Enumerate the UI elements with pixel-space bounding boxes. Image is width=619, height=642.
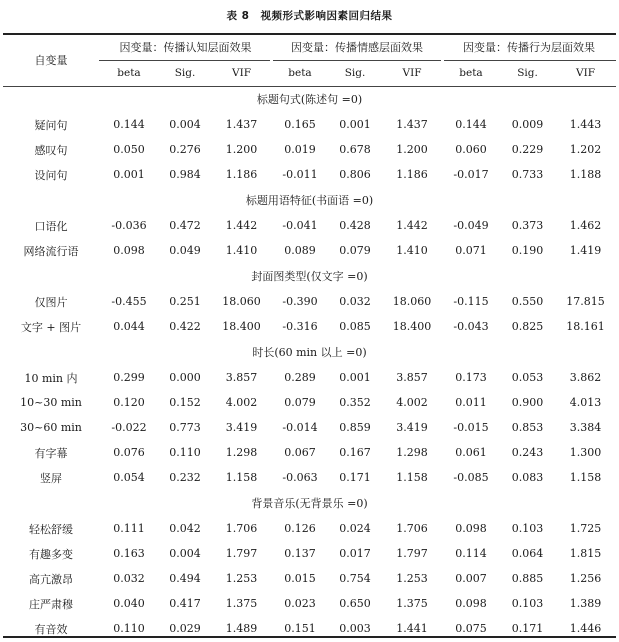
table-cell: 1.725: [569, 522, 602, 535]
table-row: [3, 541, 616, 566]
table-cell: 1.158: [225, 471, 258, 484]
section-row: [3, 339, 616, 365]
table-cell: 0.229: [511, 143, 544, 156]
table-cell: 1.200: [225, 143, 258, 156]
section-row: [3, 187, 616, 213]
table-cell: 0.089: [284, 244, 316, 257]
row-variable-name: 疑问句: [34, 118, 68, 132]
table-cell: 0.001: [339, 371, 371, 384]
table-cell: 1.298: [396, 446, 428, 459]
table-row: [3, 365, 616, 390]
table-cell: 1.437: [396, 118, 428, 131]
table-cell: 0.098: [455, 597, 487, 610]
table-cell: -0.014: [282, 421, 318, 434]
table-caption: 表 8 视频形式影响因素回归结果: [226, 10, 393, 22]
table-cell: 17.815: [566, 295, 605, 308]
table-cell: 0.032: [113, 572, 145, 585]
table-cell: 0.428: [339, 219, 371, 232]
table-cell: 1.706: [396, 522, 428, 535]
table-row: [3, 137, 616, 162]
subheader-vif: VIF: [231, 67, 252, 79]
table-cell: 1.797: [396, 547, 428, 560]
table-cell: 1.437: [225, 118, 258, 131]
table-cell: 1.298: [225, 446, 258, 459]
row-variable-name: 网络流行语: [23, 244, 79, 258]
table-cell: 0.001: [113, 168, 145, 181]
table-row: [3, 390, 616, 415]
table-row: [3, 465, 616, 490]
table-cell: 0.173: [455, 371, 487, 384]
table-cell: 18.060: [392, 295, 432, 308]
table-cell: 1.253: [225, 572, 258, 585]
table-cell: 0.352: [339, 396, 371, 409]
row-variable-name: 仅图片: [34, 295, 68, 309]
section-title: 标题句式(陈述句 =0): [256, 93, 363, 106]
table-cell: 1.253: [396, 572, 428, 585]
table-cell: 1.441: [396, 622, 428, 635]
header-group-cognitive: 因变量：传播认知层面效果: [119, 41, 252, 54]
table-row: [3, 162, 616, 187]
table-cell: 0.009: [511, 118, 544, 131]
table-cell: 0.001: [339, 118, 371, 131]
table-cell: 0.075: [455, 622, 487, 635]
group-underline-behavioral: [444, 60, 616, 61]
table-cell: 18.161: [566, 320, 605, 333]
subheader-vif: VIF: [575, 67, 596, 79]
table-cell: -0.036: [111, 219, 147, 232]
table-cell: 1.815: [569, 547, 602, 560]
table-cell: 0.079: [339, 244, 371, 257]
table-cell: 0.103: [511, 597, 544, 610]
row-variable-name: 有字幕: [34, 446, 68, 460]
bottom-rule: [3, 636, 616, 638]
subheader-sig: Sig.: [517, 67, 538, 79]
row-variable-name: 感叹句: [34, 143, 68, 157]
table-cell: 0.060: [455, 143, 487, 156]
table-cell: 0.853: [511, 421, 544, 434]
row-variable-name: 庄严肃穆: [29, 597, 73, 611]
section-title: 时长(60 min 以上 =0): [252, 346, 367, 359]
table-row: [3, 238, 616, 263]
table-row: [3, 415, 616, 440]
table-cell: 0.067: [284, 446, 316, 459]
table-cell: 1.706: [225, 522, 258, 535]
row-variable-name: 10~30 min: [20, 396, 82, 409]
table-cell: 0.071: [455, 244, 487, 257]
table-cell: 1.158: [396, 471, 428, 484]
row-variable-name: 高亢激昂: [29, 572, 73, 586]
table-cell: 0.373: [511, 219, 544, 232]
table-row: [3, 213, 616, 238]
table-cell: 0.163: [113, 547, 145, 560]
table-cell: 0.243: [511, 446, 544, 459]
table-cell: -0.041: [282, 219, 318, 232]
table-cell: 1.375: [396, 597, 428, 610]
table-cell: 1.442: [396, 219, 428, 232]
table-cell: 0.550: [511, 295, 544, 308]
table-cell: -0.043: [453, 320, 489, 333]
table-cell: -0.455: [111, 295, 147, 308]
table-cell: 0.678: [339, 143, 371, 156]
table-cell: 3.419: [225, 421, 258, 434]
regression-table: [3, 34, 616, 641]
table-cell: 0.024: [339, 522, 371, 535]
table-cell: 0.152: [169, 396, 201, 409]
table-cell: -0.115: [453, 295, 489, 308]
table-row: [3, 289, 616, 314]
table-cell: 0.232: [169, 471, 201, 484]
table-cell: 0.472: [169, 219, 201, 232]
row-variable-name: 30~60 min: [20, 421, 82, 434]
table-cell: 18.060: [222, 295, 261, 308]
table-cell: 0.126: [284, 522, 316, 535]
header-rule: [3, 86, 616, 87]
table-cell: 1.256: [569, 572, 602, 585]
table-cell: 0.422: [169, 320, 201, 333]
row-variable-name: 设问句: [34, 168, 68, 182]
table-cell: 3.384: [569, 421, 602, 434]
table-cell: 0.098: [455, 522, 487, 535]
table-cell: -0.049: [453, 219, 489, 232]
table-cell: -0.015: [453, 421, 489, 434]
section-title: 背景音乐(无背景乐 =0): [251, 497, 368, 510]
table-cell: 0.111: [113, 522, 145, 535]
subheader-sig: Sig.: [344, 67, 366, 79]
table-cell: 4.013: [569, 396, 602, 409]
subheader-beta: beta: [117, 67, 141, 79]
table-cell: 0.494: [169, 572, 201, 585]
subheader-sig: Sig.: [174, 67, 196, 79]
table-cell: 4.002: [396, 396, 428, 409]
table-row: [3, 440, 616, 465]
table-cell: 1.489: [225, 622, 258, 635]
table-cell: 0.165: [284, 118, 316, 131]
table-cell: 0.044: [113, 320, 145, 333]
table-cell: 0.276: [169, 143, 201, 156]
table-cell: 0.076: [113, 446, 145, 459]
table-cell: 0.015: [284, 572, 316, 585]
table-cell: 0.773: [169, 421, 201, 434]
table-cell: 0.110: [113, 622, 145, 635]
table-cell: 0.064: [511, 547, 544, 560]
header-group-behavioral: 因变量：传播行为层面效果: [463, 41, 595, 54]
table-cell: -0.390: [282, 295, 318, 308]
table-cell: 3.862: [569, 371, 602, 384]
table-cell: 0.003: [339, 622, 371, 635]
section-title: 标题用语特征(书面语 =0): [245, 194, 374, 207]
table-cell: -0.063: [282, 471, 318, 484]
table-cell: 0.103: [511, 522, 544, 535]
section-title: 封面图类型(仅文字 =0): [251, 270, 368, 283]
table-cell: 1.389: [569, 597, 602, 610]
table-cell: 0.054: [113, 471, 145, 484]
table-cell: 0.137: [284, 547, 316, 560]
table-cell: 0.079: [284, 396, 316, 409]
table-cell: 0.019: [284, 143, 316, 156]
table-cell: 0.049: [169, 244, 201, 257]
table-cell: 18.400: [222, 320, 261, 333]
table-cell: 1.158: [569, 471, 602, 484]
row-variable-name: 文字 + 图片: [20, 320, 82, 334]
table-cell: 0.900: [511, 396, 544, 409]
subheader-vif: VIF: [402, 67, 422, 79]
table-cell: 0.032: [339, 295, 371, 308]
table-cell: 0.085: [339, 320, 371, 333]
table-cell: 0.806: [339, 168, 371, 181]
table-cell: 1.410: [225, 244, 258, 257]
section-row: [3, 263, 616, 289]
table-cell: 0.017: [339, 547, 371, 560]
row-variable-name: 竖屏: [40, 471, 62, 485]
table-cell: 0.042: [169, 522, 201, 535]
section-row: [3, 490, 616, 516]
table-cell: 1.375: [225, 597, 258, 610]
table-cell: 0.167: [339, 446, 371, 459]
table-cell: -0.022: [111, 421, 147, 434]
table-cell: 4.002: [225, 396, 258, 409]
section-row: [3, 86, 616, 112]
table-cell: -0.017: [453, 168, 489, 181]
table-cell: 0.061: [455, 446, 487, 459]
table-cell: 0.144: [455, 118, 487, 131]
table-row: [3, 591, 616, 616]
table-cell: -0.316: [282, 320, 318, 333]
table-cell: 3.419: [396, 421, 428, 434]
table-body: [3, 86, 616, 641]
subheader-beta: beta: [288, 67, 312, 79]
row-variable-name: 有音效: [34, 622, 68, 636]
table-cell: 1.462: [569, 219, 602, 232]
table-row: [3, 566, 616, 591]
table-cell: 0.733: [511, 168, 544, 181]
table-cell: 1.186: [225, 168, 258, 181]
table-row: [3, 314, 616, 339]
table-cell: 0.053: [511, 371, 544, 384]
table-cell: 0.299: [113, 371, 145, 384]
table-cell: 0.011: [455, 396, 487, 409]
table-cell: 0.825: [511, 320, 544, 333]
table-cell: 0.004: [169, 118, 201, 131]
table-cell: 0.984: [169, 168, 201, 181]
table-cell: 0.110: [169, 446, 201, 459]
table-cell: 0.754: [339, 572, 371, 585]
table-cell: 0.050: [113, 143, 145, 156]
table-cell: 0.650: [339, 597, 371, 610]
table-cell: 0.029: [169, 622, 201, 635]
table-cell: 0.007: [455, 572, 487, 585]
table-cell: 1.419: [569, 244, 602, 257]
subheader-beta: beta: [459, 67, 483, 79]
table-cell: 0.004: [169, 547, 201, 560]
table-cell: 0.114: [455, 547, 487, 560]
row-variable-name: 口语化: [34, 219, 68, 233]
table-cell: 1.202: [569, 143, 602, 156]
table-cell: 1.186: [396, 168, 428, 181]
table-cell: 0.120: [113, 396, 145, 409]
table-cell: -0.011: [282, 168, 318, 181]
table-cell: 0.083: [511, 471, 544, 484]
table-cell: 0.098: [113, 244, 145, 257]
group-underline-emotional: [273, 60, 441, 61]
table-cell: 0.040: [113, 597, 145, 610]
header-group-emotional: 因变量：传播情感层面效果: [291, 41, 423, 54]
row-variable-name: 有趣多变: [29, 547, 73, 561]
table-cell: 0.859: [339, 421, 371, 434]
table-cell: 0.190: [511, 244, 544, 257]
table-cell: 18.400: [392, 320, 432, 333]
table-cell: 1.300: [569, 446, 602, 459]
table-row: [3, 516, 616, 541]
table-cell: 1.442: [225, 219, 258, 232]
table-cell: 0.417: [169, 597, 201, 610]
table-cell: 0.000: [169, 371, 201, 384]
table-cell: 0.251: [169, 295, 201, 308]
table-cell: 0.171: [339, 471, 371, 484]
table-cell: 0.151: [284, 622, 316, 635]
group-underline-cognitive: [99, 60, 270, 61]
table-row: [3, 112, 616, 137]
table-cell: -0.085: [453, 471, 489, 484]
row-variable-name: 10 min 内: [24, 371, 78, 385]
row-variable-name: 轻松舒缓: [29, 522, 73, 536]
table-cell: 1.410: [396, 244, 428, 257]
table-cell: 1.797: [225, 547, 258, 560]
table-cell: 1.188: [569, 168, 602, 181]
table-cell: 0.289: [284, 371, 316, 384]
table-cell: 0.023: [284, 597, 316, 610]
table-cell: 0.171: [511, 622, 544, 635]
table-cell: 3.857: [225, 371, 258, 384]
table-cell: 1.200: [396, 143, 428, 156]
header-variable: 自变量: [34, 54, 68, 67]
table-cell: 0.885: [511, 572, 544, 585]
table-cell: 3.857: [396, 371, 428, 384]
table-cell: 1.446: [569, 622, 602, 635]
table-cell: 1.443: [569, 118, 602, 131]
table-cell: 0.144: [113, 118, 145, 131]
